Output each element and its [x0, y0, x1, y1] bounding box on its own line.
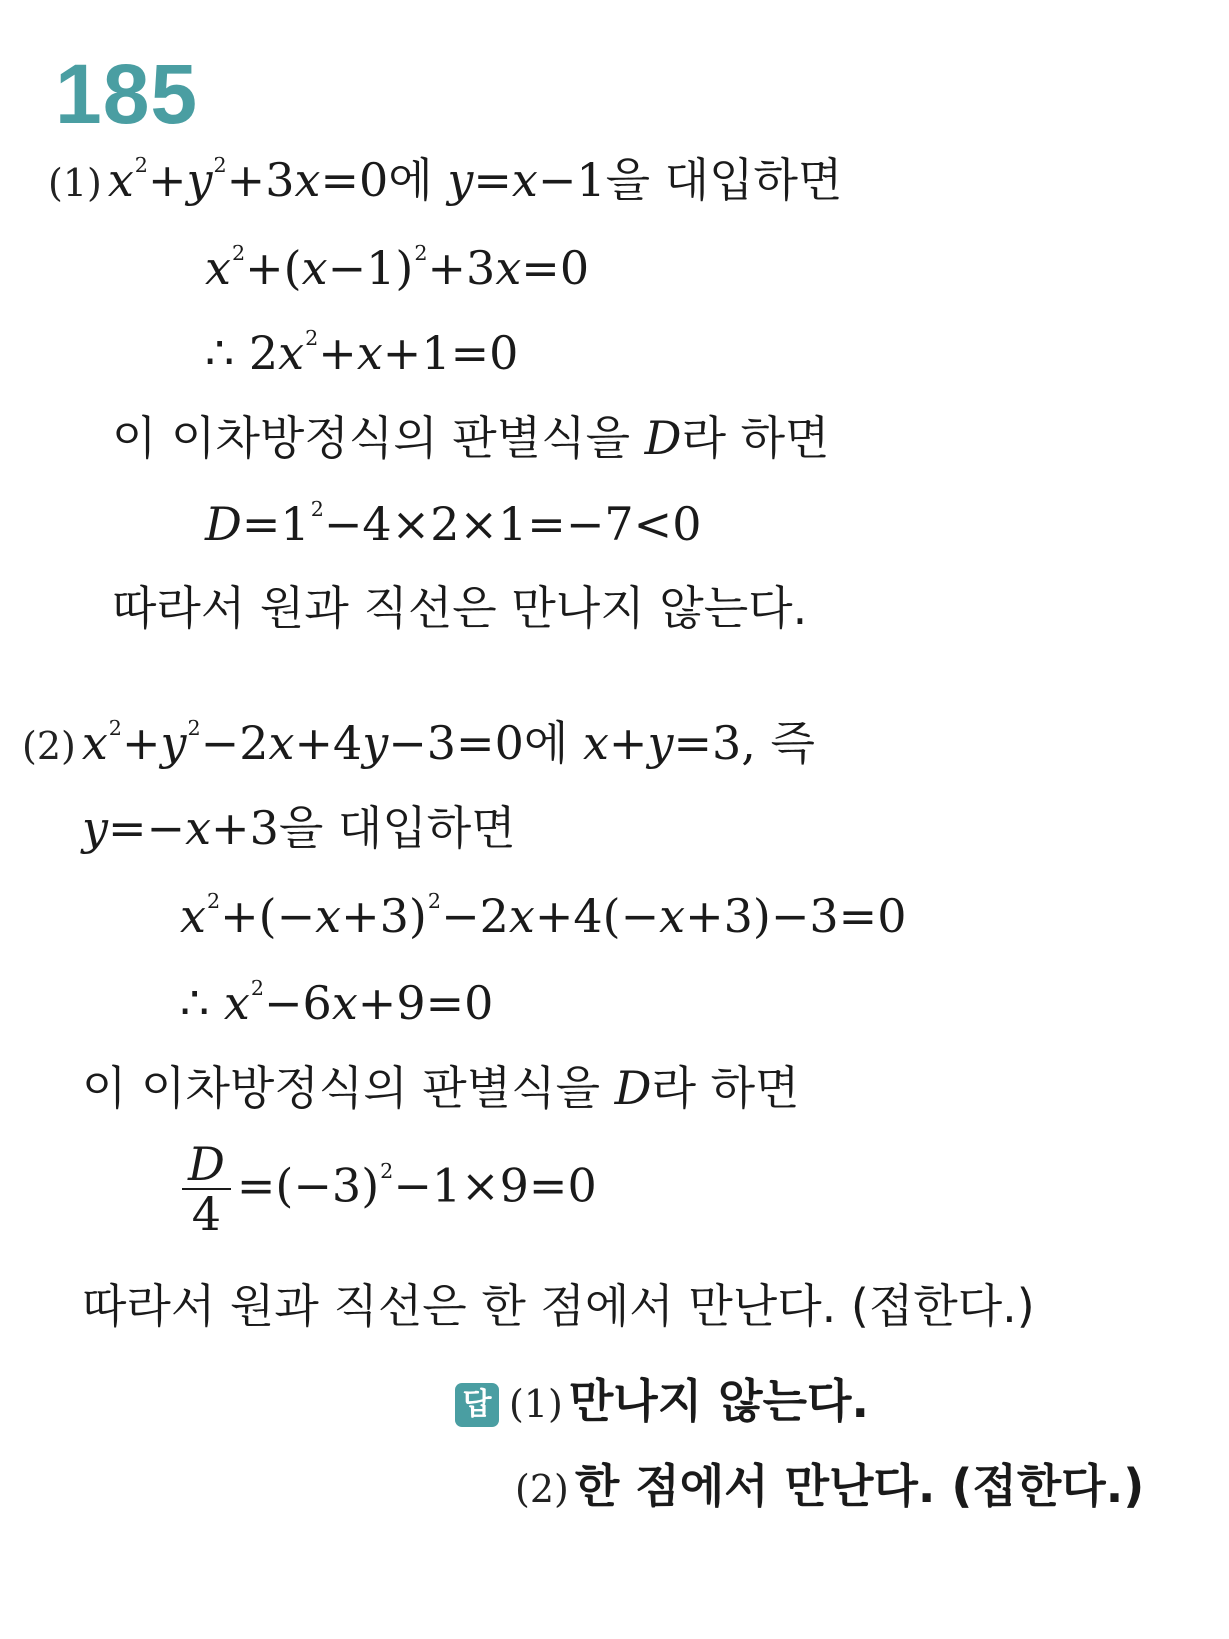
part2-intro-line: (2) $x^2+y^2-2x+4y-3=0$에 x+y=3, 즉: [22, 716, 815, 770]
part1-substitute-text: 을 대입하면: [605, 153, 843, 207]
part1-marker: (1): [48, 161, 102, 205]
part1-intro-line: (1) $x^2+y^2+3x=0$에 y=x−1을 대입하면: [48, 153, 843, 207]
part2-circle-equation: $x^2+y^2-2x+4y-3=0$: [81, 716, 524, 770]
part2-line-equation: x+y=3,: [582, 716, 756, 770]
answer-badge: 답: [455, 1383, 499, 1427]
part1-conclusion: 따라서 원과 직선은 만나지 않는다.: [112, 581, 808, 635]
part1-discriminant-value: $D=1^2-4\times 2\times 1=-7<0$: [205, 497, 702, 551]
answer-2-text: 한 점에서 만난다. (접한다.): [574, 1459, 1145, 1513]
part1-substituted-equation: $x^2+(x-1)^2+3x=0$: [205, 241, 590, 295]
part2-substituted-equation: $x^2+(-x+3)^2-2x+4(-x+3)-3=0$: [180, 889, 907, 943]
part2-conclusion: 따라서 원과 직선은 한 점에서 만난다. (접한다.): [82, 1279, 1035, 1333]
part1-line-equation: y=x−1: [447, 153, 606, 207]
part2-quadratic: ∴ $x^2-6x+9=0$: [180, 976, 494, 1030]
answer-line-2: (2) 한 점에서 만난다. (접한다.): [515, 1459, 1145, 1513]
answer-1-text: 만나지 않는다.: [568, 1374, 869, 1428]
problem-number: 185: [55, 47, 199, 141]
d-over-4-fraction: $\frac{D}{4}$: [182, 1140, 231, 1239]
part1-circle-equation: $x^2+y^2+3x=0$: [107, 153, 389, 207]
part2-discriminant-intro: 이 이차방정식의 판별식을 D라 하면: [82, 1061, 800, 1115]
part2-marker: (2): [22, 724, 76, 768]
answer-line-1: 답 (1) 만나지 않는다.: [455, 1373, 869, 1431]
part1-discriminant-intro: 이 이차방정식의 판별식을 D라 하면: [112, 411, 830, 465]
part2-discriminant-value: $\frac{D}{4}$ $=(-3)^2-1\times 9=0$: [182, 1140, 597, 1239]
part2-substitute-line: y=−x+3을 대입하면: [82, 801, 516, 855]
part1-quadratic: ∴ $2x^2+x+1=0$: [205, 326, 519, 380]
